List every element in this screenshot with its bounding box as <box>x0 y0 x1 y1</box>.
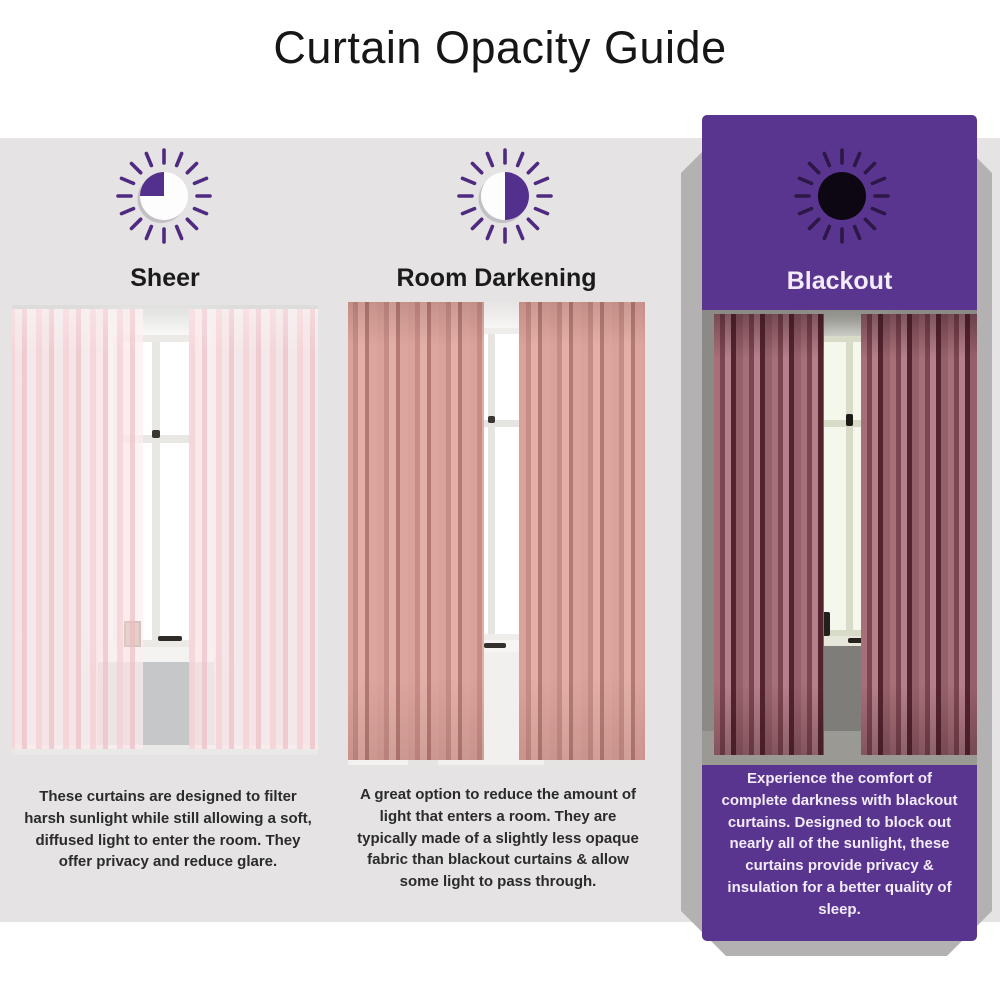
curtain-right-panel <box>519 302 645 760</box>
curtain-left-panel <box>348 302 484 760</box>
window-latch <box>846 414 853 426</box>
room-darkening-curtain-photo <box>348 302 645 765</box>
sun-half-shaded-icon <box>455 146 555 246</box>
window-latch <box>152 430 160 438</box>
blackout-curtain-photo <box>702 310 977 765</box>
window-mullion-vertical <box>152 342 160 640</box>
curtain-right-panel <box>861 314 977 755</box>
page-title: Curtain Opacity Guide <box>273 22 727 73</box>
sill-handle <box>484 643 506 648</box>
blackout-highlight-card <box>702 115 977 941</box>
sun-quarter-shaded-icon <box>114 146 214 246</box>
column-description-room-darkening: A great option to reduce the amount of light that enters a room. They are typically made of a slightly less opaque fabric than blackout curtains & allow some light to pass through. <box>357 786 639 890</box>
column-description-blackout: Experience the comfort of complete darkness with blackout curtains. Designed to block out nearly all of the sunlight, these curtains provide privacy & insulation for a better quality of sleep. <box>721 770 958 918</box>
window-latch <box>488 416 495 423</box>
window-mullion-vertical <box>846 342 853 630</box>
column-title-blackout: Blackout <box>786 267 893 295</box>
column-title-room-darkening: Room Darkening <box>396 264 597 292</box>
column-title-sheer: Sheer <box>130 264 200 292</box>
curtain-left-panel <box>12 309 143 749</box>
sill-handle <box>158 636 182 641</box>
column-description-sheer: These curtains are designed to filter harsh sunlight while still allowing a soft, diffused light to enter the room. They offer privacy and reduce glare. <box>24 788 312 871</box>
curtain-right-panel <box>189 309 318 749</box>
window-mullion-vertical <box>488 334 495 634</box>
sun-fully-shaded-icon <box>792 146 892 246</box>
curtain-left-panel <box>714 314 824 755</box>
sheer-curtain-photo <box>12 305 318 755</box>
